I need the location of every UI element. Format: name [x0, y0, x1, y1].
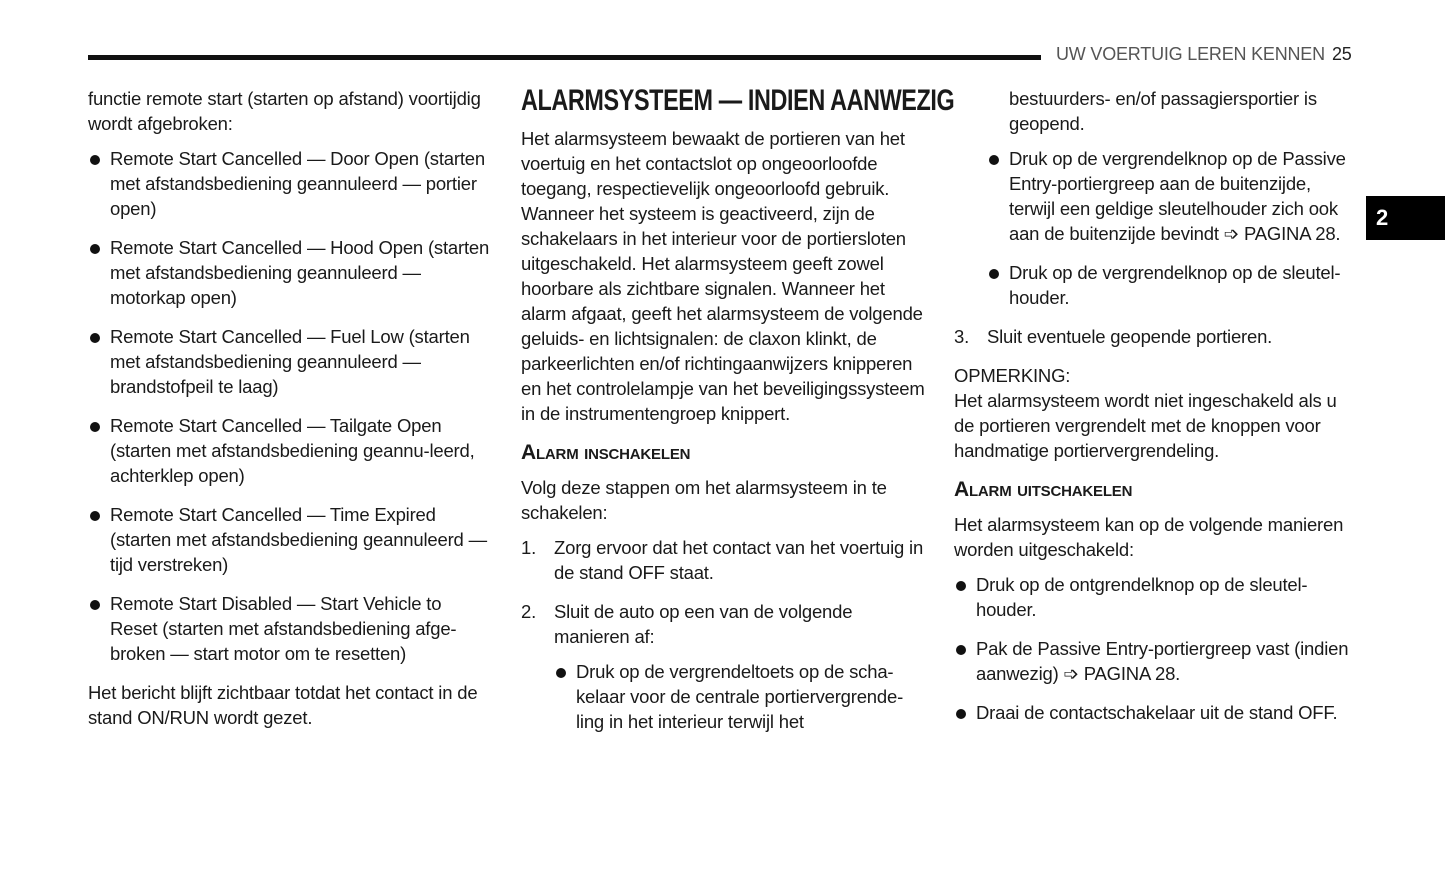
- page-reference[interactable]: PAGINA 28.: [1083, 663, 1181, 684]
- continued-text: bestuurders- en/of passagiersportier is geopend.: [1009, 88, 1317, 134]
- step-number: 3.: [954, 326, 970, 347]
- header-rule: [88, 55, 1041, 60]
- list-item: [987, 146, 1360, 246]
- step-item: [954, 324, 1360, 349]
- item-text: Druk op de ontgrendelknop op de sleutel-houder.: [976, 574, 1308, 620]
- list-item: Remote Start Disabled — Start Vehicle to Reset (starten met afstandsbediening afge-broken — start motor om te resetten): [88, 591, 490, 666]
- intro-text: Het alarmsysteem kan op de volgende manieren worden uitgeschakeld:: [954, 514, 1344, 560]
- step-text: Zorg ervoor dat het contact van het voertuig in de stand OFF staat.: [554, 537, 924, 583]
- page-ref-arrow-icon: ➩: [1063, 663, 1079, 684]
- outro-text: Het bericht blijft zichtbaar totdat het contact in de stand ON/RUN wordt gezet.: [88, 682, 478, 728]
- item-text: Druk op de vergrendelknop op de Passive Entry-portiergreep aan de buitenzijde, terwijl een geldige sleutelhouder zich ook aan de buitenzijde bevindt: [1009, 148, 1346, 244]
- step-item: [521, 535, 925, 585]
- intro-text: functie remote start (starten op afstand) voortijdig wordt afgebroken:: [88, 88, 481, 134]
- column-2: [521, 84, 955, 748]
- item-text: Druk op de vergrendelknop op de sleutel-houder.: [1009, 262, 1341, 308]
- list-item: Remote Start Cancelled — Hood Open (starten met afstandsbediening geannuleerd — motorkap open): [88, 235, 490, 310]
- section-title: UW VOERTUIG LEREN KENNEN: [1056, 44, 1325, 64]
- note-label: OPMERKING:: [954, 365, 1071, 386]
- list-item: [987, 260, 1360, 310]
- body-text: Het alarmsysteem bewaakt de portieren van het voertuig en het contactslot op ongeoorloofde toegang, respectievelijk ongeoorloofd gebruik. Wanneer het systeem is geactiveerd, zijn de schakelaars in het interieur voor de portiersloten uitgeschakeld. Het alarmsysteem geeft zowel hoorbare als zichtbare signalen. Wanneer het alarm afgaat, geeft het alarmsysteem de volgende geluids- en lichtsignalen: de claxon klinkt, de parkeerlichten en/of richtingaanwijzers knipperen en het controlelampje van het beveiligingssysteem in de instrumentengroep knippert.: [521, 128, 925, 424]
- column-3: [954, 86, 1360, 739]
- list-item: [954, 636, 1360, 686]
- page-number: 25: [1332, 44, 1352, 64]
- step-text: Sluit de auto op een van de volgende manieren af:: [554, 601, 853, 647]
- subheading: Alarm uitschakelen: [954, 478, 1133, 501]
- list-item: Remote Start Cancelled — Fuel Low (starten met afstandsbediening geannuleerd — brandstofpeil te laag): [88, 324, 490, 399]
- column-1: [88, 86, 490, 740]
- subheading: Alarm inschakelen: [521, 441, 691, 464]
- step-text: Sluit eventuele geopende portieren.: [987, 326, 1273, 347]
- item-text: Pak de Passive Entry-portiergreep vast (indien aanwezig): [976, 638, 1349, 684]
- list-item: Remote Start Cancelled — Tailgate Open (starten met afstandsbediening geannu-leerd, achterklep open): [88, 413, 490, 488]
- list-item: Remote Start Cancelled — Time Expired (starten met afstandsbediening geannuleerd — tijd verstreken): [88, 502, 490, 577]
- list-item: Remote Start Cancelled — Door Open (starten met afstandsbediening geannuleerd — portier open): [88, 146, 490, 221]
- step-item: [521, 599, 925, 734]
- list-item: [954, 572, 1360, 622]
- page-ref-arrow-icon: ➩: [1223, 223, 1240, 244]
- steps-intro: Volg deze stappen om het alarmsysteem in te schakelen:: [521, 477, 887, 523]
- chapter-tab: 2: [1366, 196, 1445, 240]
- list-item: Druk op de vergrendeltoets op de scha-kelaar voor de centrale portiervergrende-ling in het interieur terwijl het: [554, 659, 925, 734]
- note-text: Het alarmsysteem wordt niet ingeschakeld als u de portieren vergrendelt met de knoppen voor handmatige portiervergrendeling.: [954, 390, 1337, 461]
- section-heading: ALARMSYSTEEM — INDIEN AANWEZIG: [521, 84, 955, 117]
- item-text: Draai de contactschakelaar uit de stand OFF.: [976, 702, 1338, 723]
- page-reference[interactable]: PAGINA 28.: [1244, 223, 1341, 244]
- list-item: [954, 700, 1360, 725]
- step-number: 1.: [521, 537, 537, 558]
- step-number: 2.: [521, 601, 537, 622]
